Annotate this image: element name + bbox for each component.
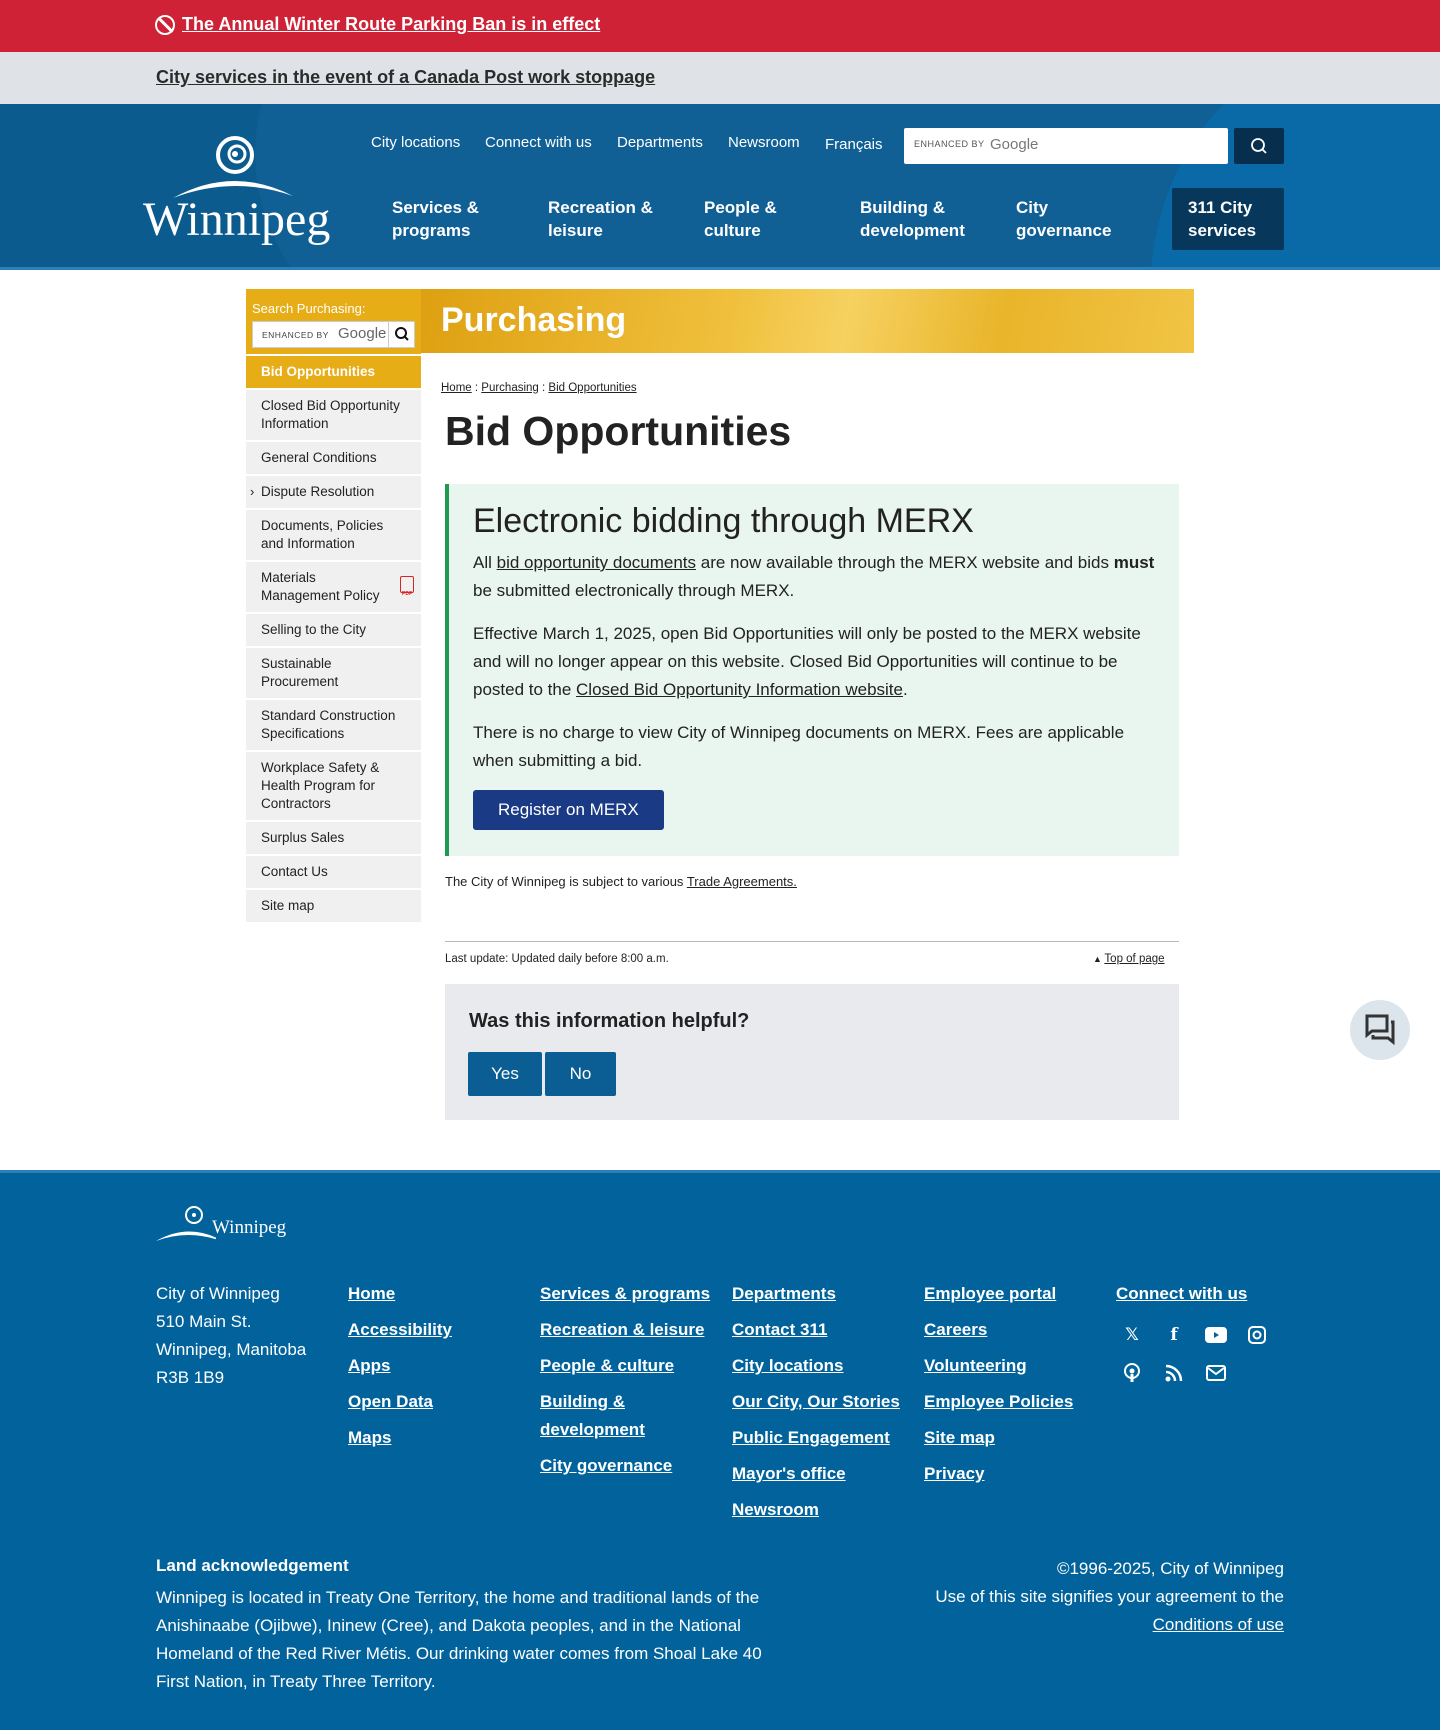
merx-callout xyxy=(445,484,1179,856)
last-update: Last update: Updated daily before 8:00 a.m. xyxy=(445,953,669,965)
sidebar xyxy=(246,289,421,924)
notice-banner xyxy=(0,52,1440,104)
rss-icon[interactable] xyxy=(1162,1361,1186,1385)
top-link-francais[interactable]: Français xyxy=(825,136,883,153)
closed-bid-link[interactable]: Closed Bid Opportunity Information website xyxy=(576,680,903,699)
sidebar-item-workplace-safety[interactable]: Workplace Safety & Health Program for Contractors xyxy=(246,752,421,822)
top-of-page[interactable]: ▲ Top of page xyxy=(1093,953,1165,965)
footer-link[interactable]: Site map xyxy=(924,1428,995,1447)
footer-col-2 xyxy=(540,1280,720,1488)
nav-services[interactable]: Services & programs xyxy=(392,198,479,240)
sidebar-item-site-map[interactable]: Site map xyxy=(246,890,421,924)
footer-link[interactable]: People & culture xyxy=(540,1356,675,1375)
alert-banner xyxy=(0,0,1440,52)
connect-with-us-link[interactable]: Connect with us xyxy=(1116,1284,1248,1303)
feedback-panel xyxy=(445,984,1179,1120)
divider xyxy=(445,941,1179,942)
sidebar-item-documents[interactable]: Documents, Policies and Information xyxy=(246,510,421,562)
site-header xyxy=(0,104,1440,270)
trade-agreements-note: The City of Winnipeg is subject to various Trade Agreements. xyxy=(445,874,797,889)
land-acknowledgement xyxy=(156,1556,796,1696)
footer-link[interactable]: Employee portal xyxy=(924,1284,1057,1303)
sidebar-search-label: Search Purchasing: xyxy=(252,301,366,316)
chat-button[interactable] xyxy=(1350,1000,1410,1060)
footer-link[interactable]: Building & development xyxy=(540,1392,645,1439)
land-heading: Land acknowledgement xyxy=(156,1556,349,1575)
x-twitter-icon[interactable]: 𝕏 xyxy=(1125,1325,1139,1344)
footer-col-4 xyxy=(924,1280,1109,1496)
chat-icon xyxy=(1350,1000,1410,1060)
footer-link[interactable]: Contact 311 xyxy=(732,1320,828,1339)
top-link-newsroom[interactable]: Newsroom xyxy=(728,134,800,151)
merx-heading: Electronic bidding through MERX xyxy=(473,502,974,540)
footer-link[interactable]: Accessibility xyxy=(348,1320,452,1339)
site-search-input[interactable]: ENHANCED BY Google xyxy=(904,128,1228,164)
sidebar-item-closed-bid[interactable]: Closed Bid Opportunity Information xyxy=(246,390,421,442)
conditions-of-use-link[interactable]: Conditions of use xyxy=(1152,1615,1284,1634)
search-icon xyxy=(1234,128,1284,164)
sidebar-search xyxy=(246,289,421,356)
nav-governance[interactable]: City governance xyxy=(1016,198,1112,240)
trade-agreements-link[interactable]: Trade Agreements. xyxy=(686,874,797,889)
youtube-icon[interactable] xyxy=(1204,1323,1228,1347)
breadcrumb: Home : Purchasing : Bid Opportunities xyxy=(441,382,637,394)
sidebar-item-surplus-sales[interactable]: Surplus Sales xyxy=(246,822,421,856)
prohibited-icon xyxy=(155,15,175,35)
sidebar-item-contact-us[interactable]: Contact Us xyxy=(246,856,421,890)
chevron-right-icon: › xyxy=(250,484,255,499)
breadcrumb-bid-opportunities[interactable]: Bid Opportunities xyxy=(548,382,637,394)
merx-paragraph-1: All bid opportunity documents are now available through the MERX website and bids must be submitted electronically through MERX. xyxy=(473,553,1155,600)
site-search-button[interactable] xyxy=(1234,128,1284,164)
land-text: Winnipeg is located in Treaty One Territory, the home and traditional lands of the Anishinaabe (Ojibwe), Ininew (Cree), and Dakota peoples, and in the National Homeland of the Red River Métis. Our drinking water comes from Shoal Lake 40 First Nation, in Treaty Three Territory. xyxy=(156,1588,762,1691)
top-link-departments[interactable]: Departments xyxy=(617,134,703,151)
footer-col-3 xyxy=(732,1280,917,1532)
top-link-connect[interactable]: Connect with us xyxy=(485,134,592,151)
footer-link[interactable]: Apps xyxy=(348,1356,391,1375)
instagram-icon[interactable] xyxy=(1245,1323,1269,1347)
sidebar-search-input[interactable]: ENHANCED BY Google xyxy=(252,321,415,348)
footer-link[interactable]: Recreation & leisure xyxy=(540,1320,705,1339)
nav-311-services[interactable]: 311 City services xyxy=(1172,188,1284,250)
footer-link[interactable]: Departments xyxy=(732,1284,836,1303)
footer-link[interactable]: City locations xyxy=(732,1356,844,1375)
footer-address: City of Winnipeg 510 Main St. Winnipeg, Manitoba R3B 1B9 xyxy=(156,1284,307,1387)
bid-documents-link[interactable]: bid opportunity documents xyxy=(496,553,697,572)
email-icon[interactable] xyxy=(1204,1361,1228,1385)
search-button[interactable] xyxy=(388,322,414,347)
parking-ban-link[interactable]: The Annual Winter Route Parking Ban is in effect xyxy=(182,14,601,34)
caret-up-icon: ▲ xyxy=(1093,954,1105,964)
nav-recreation[interactable]: Recreation & leisure xyxy=(548,198,653,240)
footer-link[interactable]: City governance xyxy=(540,1456,673,1475)
page-title: Bid Opportunities xyxy=(445,408,792,454)
register-merx-button[interactable]: Register on MERX xyxy=(473,790,664,830)
footer-col-1 xyxy=(348,1280,533,1460)
pdf-icon: PDF xyxy=(400,576,414,593)
section-title: Purchasing xyxy=(441,301,627,339)
podcast-icon[interactable] xyxy=(1120,1361,1144,1385)
feedback-no-button[interactable]: No xyxy=(545,1052,616,1096)
canada-post-link[interactable]: City services in the event of a Canada Post work stoppage xyxy=(156,67,656,87)
copyright: ©1996-2025, City of Winnipeg Use of this site signifies your agreement to the Conditions of use xyxy=(935,1559,1284,1634)
footer-link[interactable]: Services & programs xyxy=(540,1284,711,1303)
footer-connect xyxy=(1116,1280,1301,1316)
footer-link[interactable]: Careers xyxy=(924,1320,988,1339)
nav-people[interactable]: People & culture xyxy=(704,198,777,240)
feedback-question: Was this information helpful? xyxy=(469,1010,750,1032)
breadcrumb-purchasing[interactable]: Purchasing xyxy=(481,382,539,394)
footer-link[interactable]: Public Engagement xyxy=(732,1428,890,1447)
winnipeg-logo[interactable]: Winnipeg xyxy=(143,130,323,255)
facebook-icon[interactable]: f xyxy=(1170,1325,1178,1345)
feedback-yes-button[interactable]: Yes xyxy=(468,1052,542,1096)
footer-link[interactable]: Mayor's office xyxy=(732,1464,846,1483)
sidebar-item-bid-opportunities[interactable]: Bid Opportunities xyxy=(246,356,421,390)
footer-link[interactable]: Newsroom xyxy=(732,1500,819,1519)
sidebar-item-sustainable[interactable]: Sustainable Procurement xyxy=(246,648,421,700)
footer-link[interactable]: Maps xyxy=(348,1428,392,1447)
sidebar-item-materials-policy[interactable]: Materials Management Policy PDF xyxy=(246,562,421,614)
nav-building[interactable]: Building & development xyxy=(860,198,965,240)
footer-link[interactable]: Privacy xyxy=(924,1464,985,1483)
sidebar-item-dispute-resolution[interactable]: › Dispute Resolution xyxy=(246,476,421,510)
search-icon xyxy=(389,322,415,347)
footer-logo[interactable]: Winnipeg xyxy=(156,1203,286,1251)
top-link-city-locations[interactable]: City locations xyxy=(371,134,461,151)
footer-link[interactable]: Volunteering xyxy=(924,1356,1027,1375)
footer-link[interactable]: Open Data xyxy=(348,1392,434,1411)
sidebar-item-standard-construction[interactable]: Standard Construction Specifications xyxy=(246,700,421,752)
footer-link[interactable]: Our City, Our Stories xyxy=(732,1392,900,1411)
footer-link[interactable]: Employee Policies xyxy=(924,1392,1074,1411)
section-banner xyxy=(421,289,1194,353)
sidebar-item-selling[interactable]: Selling to the City xyxy=(246,614,421,648)
merx-paragraph-3: There is no charge to view City of Winnipeg documents on MERX. Fees are applicable when submitting a bid. xyxy=(473,723,1125,770)
merx-paragraph-2: Effective March 1, 2025, open Bid Opportunities will only be posted to the MERX website and will no longer appear on this website. Closed Bid Opportunities will continue to be posted to the Closed Bid Opportunity Information website. xyxy=(473,624,1141,699)
breadcrumb-home[interactable]: Home xyxy=(441,382,472,394)
footer-link[interactable]: Home xyxy=(348,1284,396,1303)
sidebar-item-general-conditions[interactable]: General Conditions xyxy=(246,442,421,476)
